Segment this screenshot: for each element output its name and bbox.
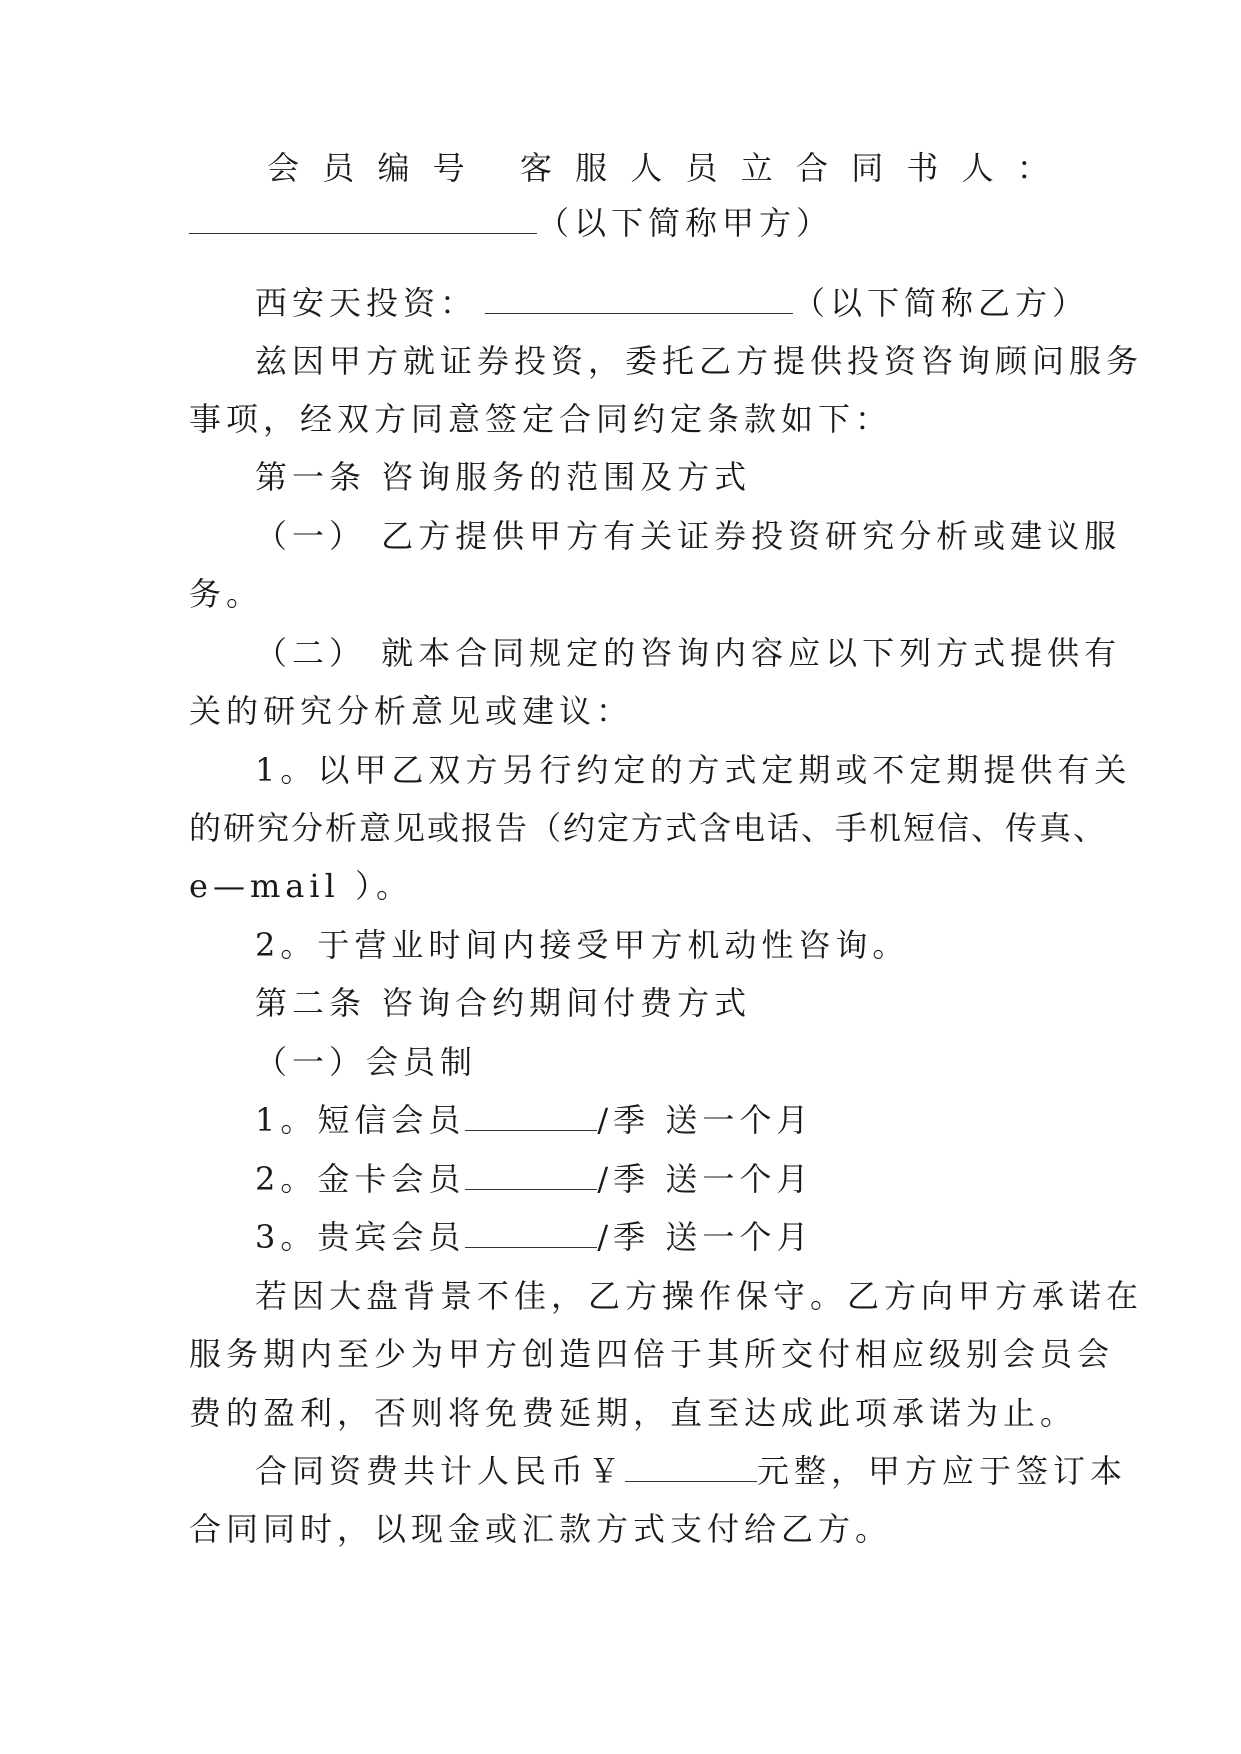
intro-line-1: 兹因甲方就证券投资，委托乙方提供投资咨询顾问服务 bbox=[255, 342, 1144, 380]
promise-line-2: 服务期内至少为甲方创造四倍于其所交付相应级别会员会 bbox=[189, 1335, 1115, 1373]
membership-1-suffix: /季 送一个月 bbox=[597, 1101, 814, 1139]
header-char: ： bbox=[1016, 149, 1049, 187]
membership-3-label: 3。贵宾会员 bbox=[255, 1218, 466, 1256]
membership-2-label: 2。金卡会员 bbox=[255, 1160, 466, 1198]
membership-2-suffix: /季 送一个月 bbox=[597, 1160, 814, 1198]
party-b-suffix: （以下简称乙方） bbox=[793, 284, 1090, 322]
header-chars bbox=[267, 148, 1049, 188]
header-char: 编 bbox=[377, 149, 410, 187]
article-1-item-1-line-2: 务。 bbox=[189, 575, 264, 613]
article-1-title: 第一条 咨询服务的范围及方式 bbox=[255, 458, 752, 496]
header-char: 服 bbox=[575, 149, 608, 187]
contract-header-line bbox=[267, 148, 1049, 188]
header-char: 员 bbox=[322, 149, 355, 187]
membership-2-price-blank[interactable] bbox=[465, 1159, 597, 1190]
article-2-title: 第二条 咨询合约期间付费方式 bbox=[255, 984, 752, 1022]
membership-row-3 bbox=[255, 1217, 1049, 1257]
article-1-item-2-line-1: （二） 就本合同规定的咨询内容应以下列方式提供有 bbox=[255, 634, 1122, 672]
membership-row-1 bbox=[255, 1100, 1049, 1140]
article-1-sub-1-line-3: e—mail ）。 bbox=[189, 867, 414, 905]
intro-line-2: 事项，经双方同意签定合同约定条款如下： bbox=[189, 400, 893, 438]
membership-3-suffix: /季 送一个月 bbox=[597, 1218, 814, 1256]
membership-1-price-blank[interactable] bbox=[465, 1100, 597, 1131]
promise-line-3: 费的盈利，否则将免费延期，直至达成此项承诺为止。 bbox=[189, 1394, 1078, 1432]
membership-1-label: 1。短信会员 bbox=[255, 1101, 466, 1139]
header-char: 员 bbox=[685, 149, 718, 187]
membership-row-2 bbox=[255, 1159, 1049, 1199]
party-a-suffix: （以下简称甲方） bbox=[537, 204, 834, 242]
header-char: 人 bbox=[630, 149, 663, 187]
header-char: 人 bbox=[961, 149, 994, 187]
article-1-item-1-line-1: （一） 乙方提供甲方有关证券投资研究分析或建议服 bbox=[255, 517, 1122, 555]
fee-prefix: 合同资费共计人民币￥ bbox=[255, 1452, 626, 1490]
fee-line-2: 合同同时，以现金或汇款方式支付给乙方。 bbox=[189, 1510, 893, 1548]
header-char: 客 bbox=[519, 149, 552, 187]
party-a-blank[interactable] bbox=[189, 203, 537, 234]
party-b-line bbox=[255, 283, 1090, 323]
article-2-item-1: （一）会员制 bbox=[255, 1043, 478, 1081]
header-char: 合 bbox=[795, 149, 828, 187]
article-1-item-2-line-2: 关的研究分析意见或建议： bbox=[189, 692, 634, 730]
article-1-sub-1-line-2: 的研究分析意见或报告（约定方式含电话、手机短信、传真、 bbox=[189, 809, 1108, 847]
header-char: 同 bbox=[851, 149, 884, 187]
fee-suffix: 元整，甲方应于签订本 bbox=[757, 1452, 1128, 1490]
header-char: 书 bbox=[906, 149, 939, 187]
fee-amount-blank[interactable] bbox=[625, 1451, 757, 1482]
header-char: 号 bbox=[432, 149, 465, 187]
header-char: 立 bbox=[740, 149, 773, 187]
fee-line-1 bbox=[255, 1451, 1128, 1491]
party-b-blank[interactable] bbox=[485, 283, 793, 314]
membership-3-price-blank[interactable] bbox=[465, 1217, 597, 1248]
promise-line-1: 若因大盘背景不佳，乙方操作保守。乙方向甲方承诺在 bbox=[255, 1277, 1144, 1315]
article-1-sub-1-line-1: 1。以甲乙双方另行约定的方式定期或不定期提供有关 bbox=[255, 751, 1132, 789]
article-1-sub-2: 2。于营业时间内接受甲方机动性咨询。 bbox=[255, 926, 910, 964]
party-b-label: 西安天投资： bbox=[255, 284, 478, 322]
party-a-line bbox=[189, 203, 1049, 243]
header-char: 会 bbox=[267, 149, 300, 187]
